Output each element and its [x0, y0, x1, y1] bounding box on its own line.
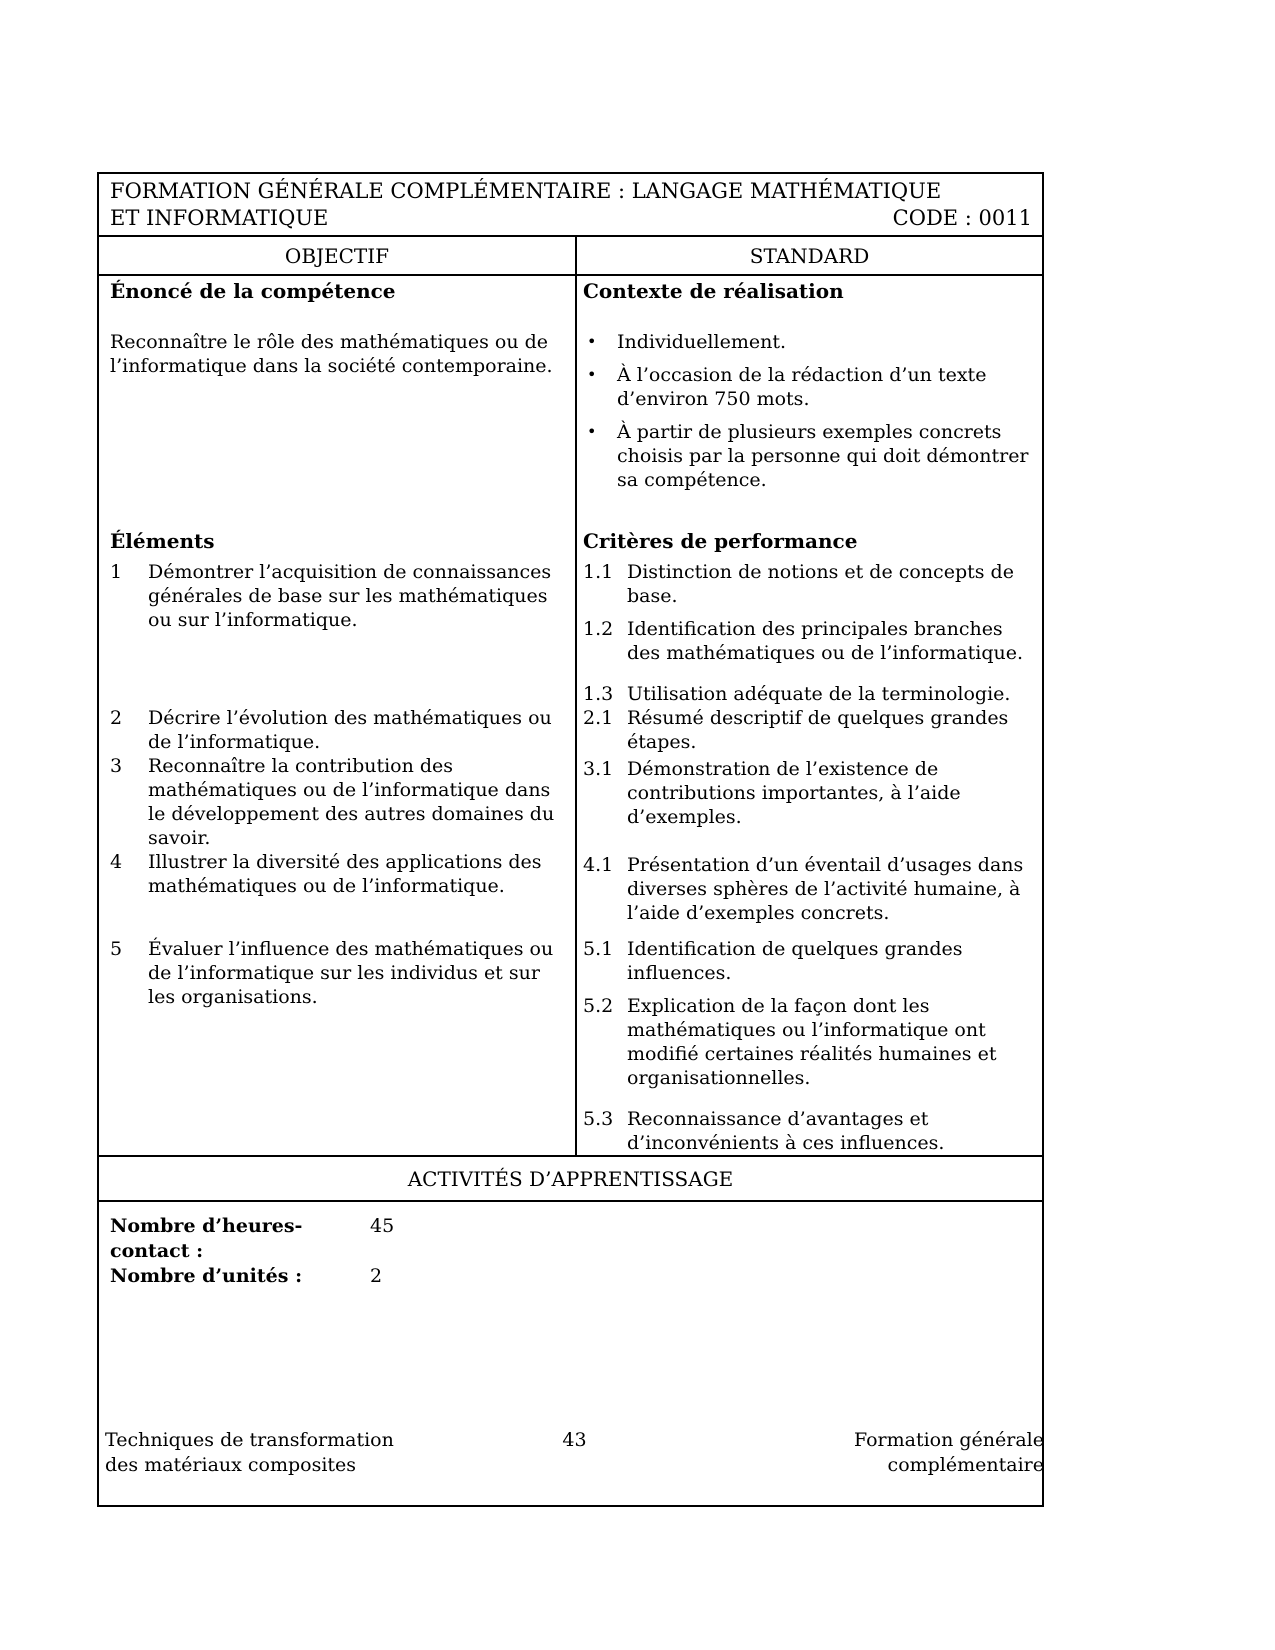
element-item: [110, 937, 559, 1009]
page-number: 43: [562, 1429, 587, 1451]
elements-title: Éléments: [110, 529, 215, 553]
criterion-number: 2.1: [583, 707, 614, 729]
row-element-3: [99, 754, 1042, 850]
hours-contact-row: [110, 1214, 1026, 1264]
column-header-standard: STANDARD: [749, 244, 870, 268]
criterion-item: [583, 1107, 1030, 1155]
contexte-item-text: Individuellement.: [617, 331, 787, 353]
criterion-item: [583, 853, 1030, 925]
enonce-title: Énoncé de la compétence: [110, 279, 396, 303]
hours-contact-value: 45: [370, 1215, 395, 1237]
criterion-text: Identification des principales branches des mathématiques ou de l’informatique.: [627, 618, 1024, 664]
column-headers: [99, 237, 1042, 276]
criterion-item: [583, 757, 1030, 829]
activities-header: [99, 1155, 1042, 1202]
footer-section-name: Formation générale complémentaire: [853, 1429, 1044, 1476]
criterion-number: 1.3: [583, 683, 614, 705]
criterion-item: [583, 994, 1030, 1090]
element-number: 1: [110, 561, 123, 583]
contexte-item-text: À partir de plusieurs exemples concrets choisis par la personne qui doit démontrer sa compétence.: [617, 421, 1029, 491]
row-enonce-contexte: [99, 276, 1042, 523]
element-number: 4: [110, 851, 123, 873]
list-item: [583, 420, 1030, 492]
units-label: Nombre d’unités :: [110, 1265, 303, 1287]
element-item: [110, 706, 559, 754]
criterion-item: [583, 682, 1030, 706]
criterion-item: [583, 937, 1030, 985]
contexte-list: [583, 330, 1030, 492]
criterion-text: Distinction de notions et de concepts de base.: [627, 561, 1014, 607]
hours-contact-label: Nombre d’heures-contact :: [110, 1215, 303, 1262]
criterion-number: 3.1: [583, 758, 614, 780]
table-title-band: [99, 174, 1042, 237]
column-header-objectif: OBJECTIF: [99, 237, 577, 274]
enonce-text: Reconnaître le rôle des mathématiques ou de l’informatique dans la société contemporaine.: [110, 331, 553, 377]
contexte-title: Contexte de réalisation: [583, 279, 844, 303]
element-item: [110, 560, 559, 632]
element-item: [110, 754, 559, 850]
element-number: 2: [110, 707, 123, 729]
title-line-2: ET INFORMATIQUE: [110, 206, 329, 230]
list-item: [583, 330, 1030, 354]
element-text: Décrire l’évolution des mathématiques ou de l’informatique.: [148, 707, 552, 753]
criterion-item: [583, 617, 1030, 665]
criterion-text: Identification de quelques grandes influences.: [627, 938, 963, 984]
units-row: [110, 1264, 1026, 1289]
cell-enonce: [99, 276, 577, 523]
criterion-number: 1.1: [583, 561, 614, 583]
element-text: Évaluer l’influence des mathématiques ou de l’informatique sur les individus et sur les organisations.: [148, 938, 554, 1008]
criteres-title: Critères de performance: [583, 529, 858, 553]
criterion-number: 1.2: [583, 618, 614, 640]
element-text: Illustrer la diversité des applications des mathématiques ou de l’informatique.: [148, 851, 542, 897]
list-item: [583, 363, 1030, 411]
criterion-text: Présentation d’un éventail d’usages dans diverses sphères de l’activité humaine, à l’aide d’exemples concrets.: [627, 854, 1024, 924]
title-line-1: FORMATION GÉNÉRALE COMPLÉMENTAIRE : LANGAGE MATHÉMATIQUE: [110, 179, 942, 203]
page-footer: [97, 1428, 1044, 1478]
criterion-number: 5.1: [583, 938, 614, 960]
criterion-number: 4.1: [583, 854, 614, 876]
criterion-text: Utilisation adéquate de la terminologie.: [627, 683, 1011, 705]
element-text: Reconnaître la contribution des mathématiques ou de l’informatique dans le développement des autres domaines du savoir.: [148, 755, 555, 849]
element-number: 5: [110, 938, 123, 960]
criterion-text: Explication de la façon dont les mathématiques ou l’informatique ont modifié certaines réalités humaines et organisationnelles.: [627, 995, 997, 1089]
row-element-5: [99, 934, 1042, 1155]
criterion-text: Reconnaissance d’avantages et d’inconvénients à ces influences.: [627, 1108, 945, 1154]
criterion-number: 5.2: [583, 995, 614, 1017]
row-element-1: [99, 557, 1042, 706]
program-sheet-table: [97, 172, 1044, 1507]
criterion-text: Démonstration de l’existence de contributions importantes, à l’aide d’exemples.: [627, 758, 961, 828]
units-value: 2: [370, 1265, 383, 1287]
code-label: CODE : 0011: [892, 206, 1032, 230]
criterion-item: [583, 706, 1030, 754]
bullet-icon: •: [587, 365, 597, 384]
cell-contexte: [577, 276, 1042, 523]
footer-program-name: Techniques de transformation des matériaux composites: [105, 1429, 394, 1476]
criterion-number: 5.3: [583, 1108, 614, 1130]
element-number: 3: [110, 755, 123, 777]
row-element-2: [99, 706, 1042, 754]
bullet-icon: •: [587, 332, 597, 351]
activities-title: ACTIVITÉS D’APPRENTISSAGE: [407, 1167, 734, 1191]
element-item: [110, 850, 559, 898]
row-element-4: [99, 850, 1042, 934]
criterion-item: [583, 560, 1030, 608]
bullet-icon: •: [587, 422, 597, 441]
row-section-titles: [99, 523, 1042, 557]
contexte-item-text: À l’occasion de la rédaction d’un texte d’environ 750 mots.: [617, 364, 987, 410]
criterion-text: Résumé descriptif de quelques grandes étapes.: [627, 707, 1009, 753]
element-text: Démontrer l’acquisition de connaissances générales de base sur les mathématiques ou sur l’informatique.: [148, 561, 552, 631]
